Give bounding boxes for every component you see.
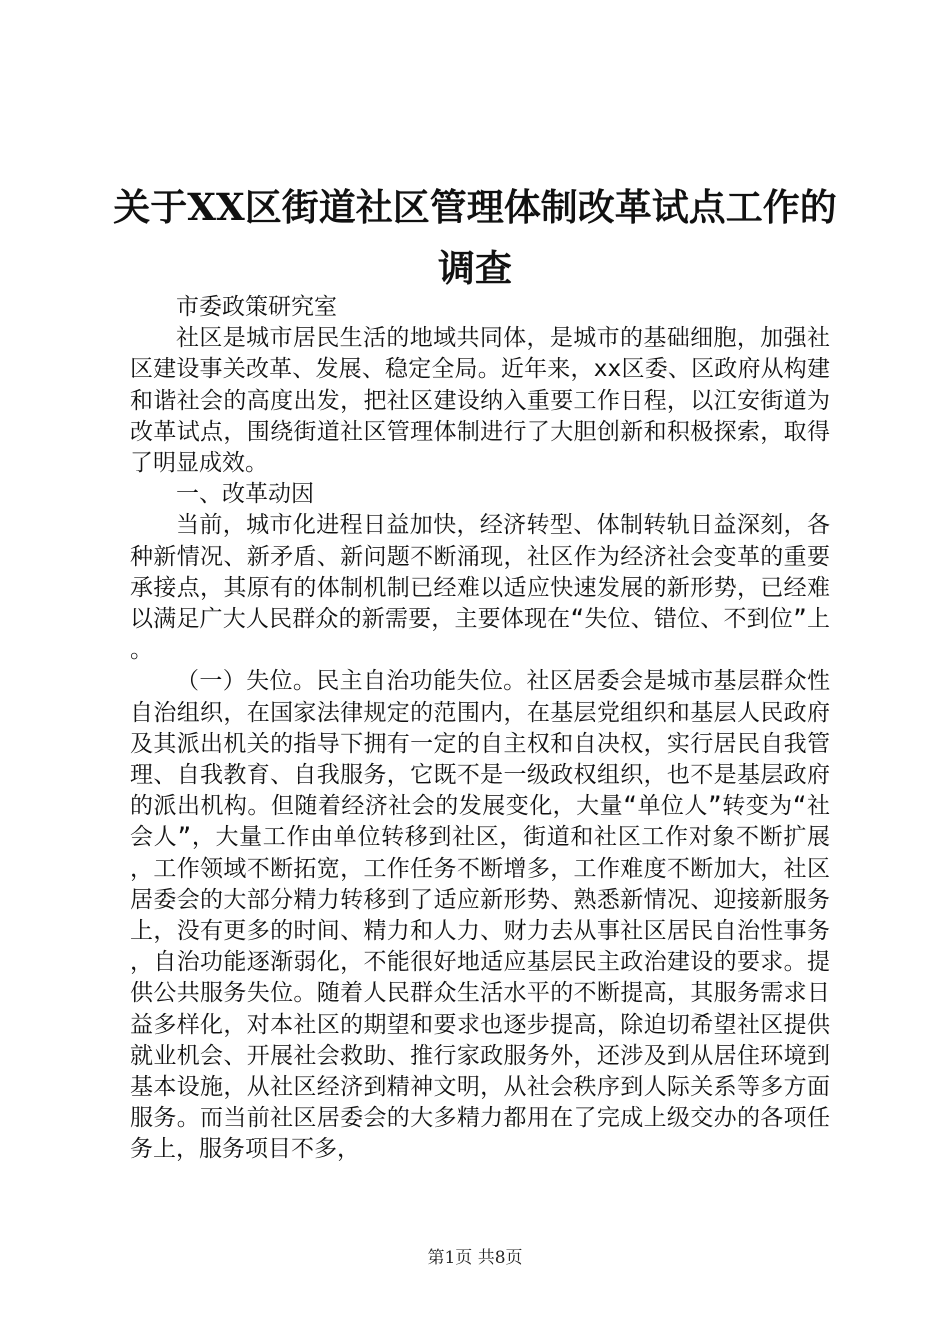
document-title-line-2: 调查 bbox=[438, 246, 512, 290]
document-body bbox=[130, 292, 830, 1166]
page-number-footer: 第1页 共8页 bbox=[427, 1248, 523, 1268]
paragraph-current-situation: 当前，城市化进程日益加快，经济转型、体制转轨日益深刻，各种新情况、新矛盾、新问题不断涌现，社区作为经济社会变革的重要承接点，其原有的体制机制已经难以适应快速发展的新形势，已经难以满足广大人民群众的新需要，主要体现在“失位、错位、不到位”上。 bbox=[130, 512, 830, 664]
paragraph-intro: 社区是城市居民生活的地域共同体，是城市的基础细胞，加强社区建设事关改革、发展、稳定全局。近年来，xx区委、区政府从构建和谐社会的高度出发，把社区建设纳入重要工作日程，以江安街道为改革试点，围绕街道社区管理体制进行了大胆创新和积极探索，取得了明显成效。 bbox=[130, 325, 830, 477]
document-title-line-1: 关于XX区街道社区管理体制改革试点工作的 bbox=[113, 185, 837, 229]
author-line: 市委政策研究室 bbox=[176, 294, 337, 320]
paragraph-loss-of-position: （一）失位。民主自治功能失位。社区居委会是城市基层群众性自治组织，在国家法律规定的范围内，在基层党组织和基层人民政府及其派出机关的指导下拥有一定的自主权和自决权，实行居民自我管理、自我教育、自我服务，它既不是一级政权组织，也不是基层政府的派出机构。但随着经济社会的发展变化，大量“单位人”转变为“社会人”，大量工作由单位转移到社区，街道和社区工作对象不断扩展，工作领域不断拓宽，工作任务不断增多，工作难度不断加大，社区居委会的大部分精力转移到了适应新形势、熟悉新情况、迎接新服务上，没有更多的时间、精力和人力、财力去从事社区居民自治性事务，自治功能逐渐弱化，不能很好地适应基层民主政治建设的要求。提供公共服务失位。随着人民群众生活水平的不断提高，其服务需求日益多样化，对本社区的期望和要求也逐步提高，除迫切希望社区提供就业机会、开展社会救助、推行家政服务外，还涉及到从居住环境到基本设施，从社区经济到精神文明，从社会秩序到人际关系等多方面服务。而当前社区居委会的大多精力都用在了完成上级交办的各项任务上，服务项目不多， bbox=[130, 668, 830, 1163]
section-heading-reform-motive: 一、改革动因 bbox=[176, 481, 314, 508]
